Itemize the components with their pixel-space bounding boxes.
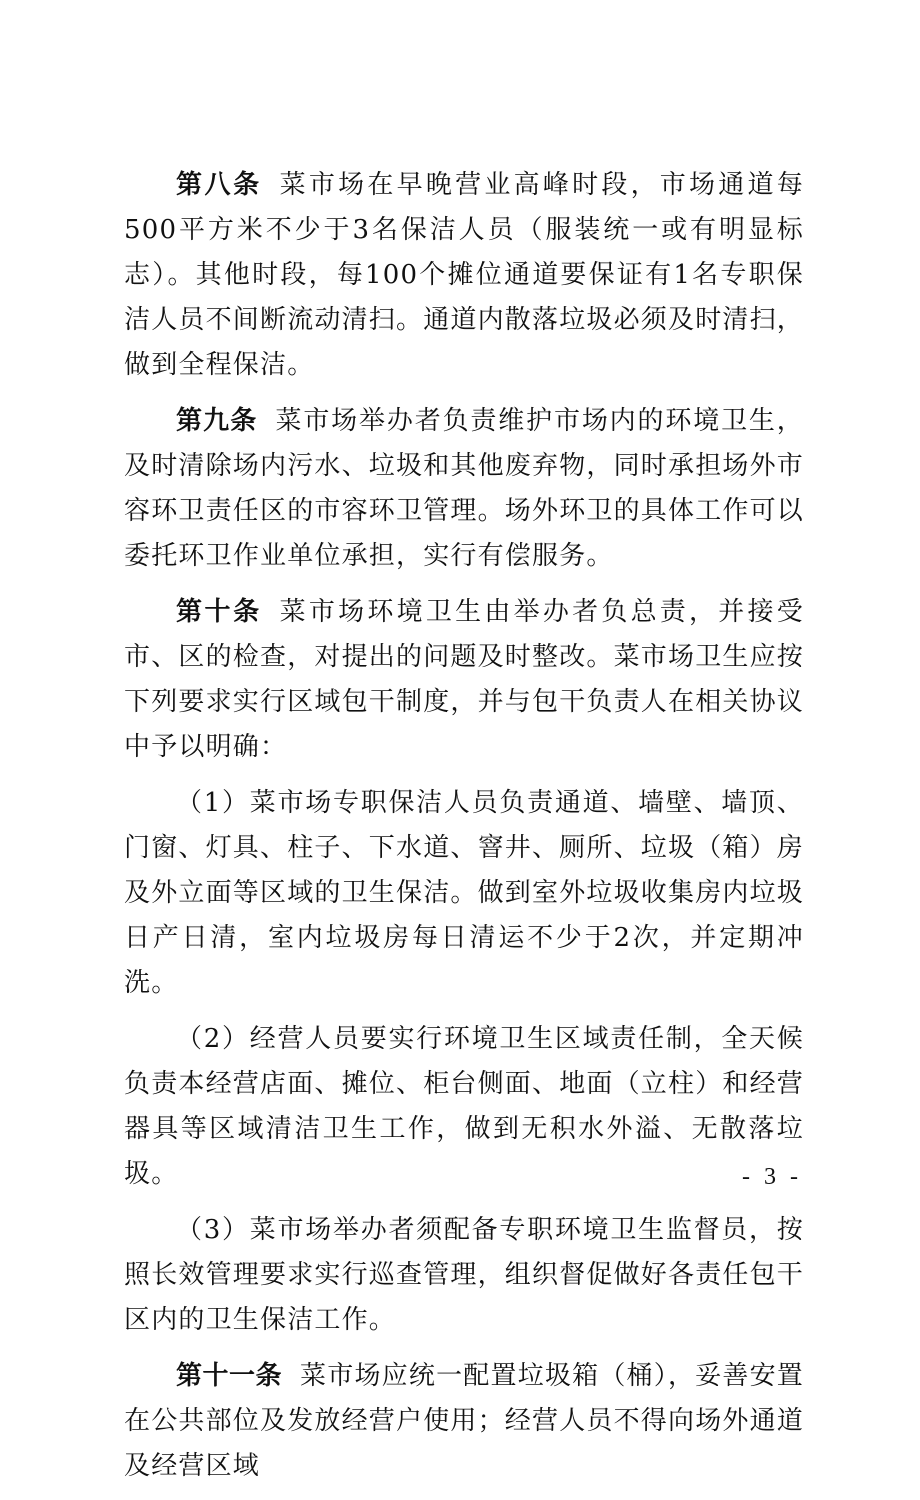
- article-heading: 第十一条: [176, 1361, 283, 1391]
- paragraph-text: 菜市场举办者负责维护市场内的环境卫生，及时清除场内污水、垃圾和其他废弃物，同时承担场外市容环卫责任区的市容环卫管理。场外环卫的具体工作可以委托环卫作业单位承担，实行有偿服务。: [124, 406, 805, 571]
- paragraph-text: （2）经营人员要实行环境卫生区域责任制，全天候负责本经营店面、摊位、柜台侧面、地面（立柱）和经营器具等区域清洁卫生工作，做到无积水外溢、无散落垃圾。: [124, 1024, 805, 1189]
- paragraph-text: （3）菜市场举办者须配备专职环境卫生监督员，按照长效管理要求实行巡查管理，组织督促做好各责任包干区内的卫生保洁工作。: [124, 1215, 805, 1335]
- paragraph-text: （1）菜市场专职保洁人员负责通道、墙壁、墙顶、门窗、灯具、柱子、下水道、窨井、厕所、垃圾（箱）房及外立面等区域的卫生保洁。做到室外垃圾收集房内垃圾日产日清，室内垃圾房每日清运不少于2次，并定期冲洗。: [124, 788, 805, 998]
- paragraph-item-1: [124, 781, 804, 1006]
- document-body: [124, 163, 804, 1500]
- paragraph-article-8: [124, 163, 804, 388]
- article-heading: 第十条: [176, 597, 262, 627]
- paragraph-article-10: [124, 590, 804, 770]
- paragraph-text: 菜市场应统一配置垃圾箱（桶），妥善安置在公共部位及发放经营户使用；经营人员不得向场外通道及经营区域: [124, 1361, 805, 1481]
- paragraph-item-2: [124, 1017, 804, 1197]
- article-heading: 第九条: [176, 406, 258, 436]
- paragraph-item-3: [124, 1208, 804, 1343]
- paragraph-article-11: [124, 1354, 804, 1489]
- paragraph-text: 菜市场环境卫生由举办者负总责，并接受市、区的检查，对提出的问题及时整改。菜市场卫生应按下列要求实行区域包干制度，并与包干负责人在相关协议中予以明确：: [124, 597, 805, 762]
- article-heading: 第八条: [176, 170, 262, 200]
- paragraph-text: 菜市场在早晚营业高峰时段，市场通道每500平方米不少于3名保洁人员（服装统一或有明显标志）。其他时段，每100个摊位通道要保证有1名专职保洁人员不间断流动清扫。通道内散落垃圾必须及时清扫，做到全程保洁。: [124, 170, 805, 380]
- page-number: - 3 -: [742, 1164, 802, 1190]
- paragraph-article-9: [124, 399, 804, 579]
